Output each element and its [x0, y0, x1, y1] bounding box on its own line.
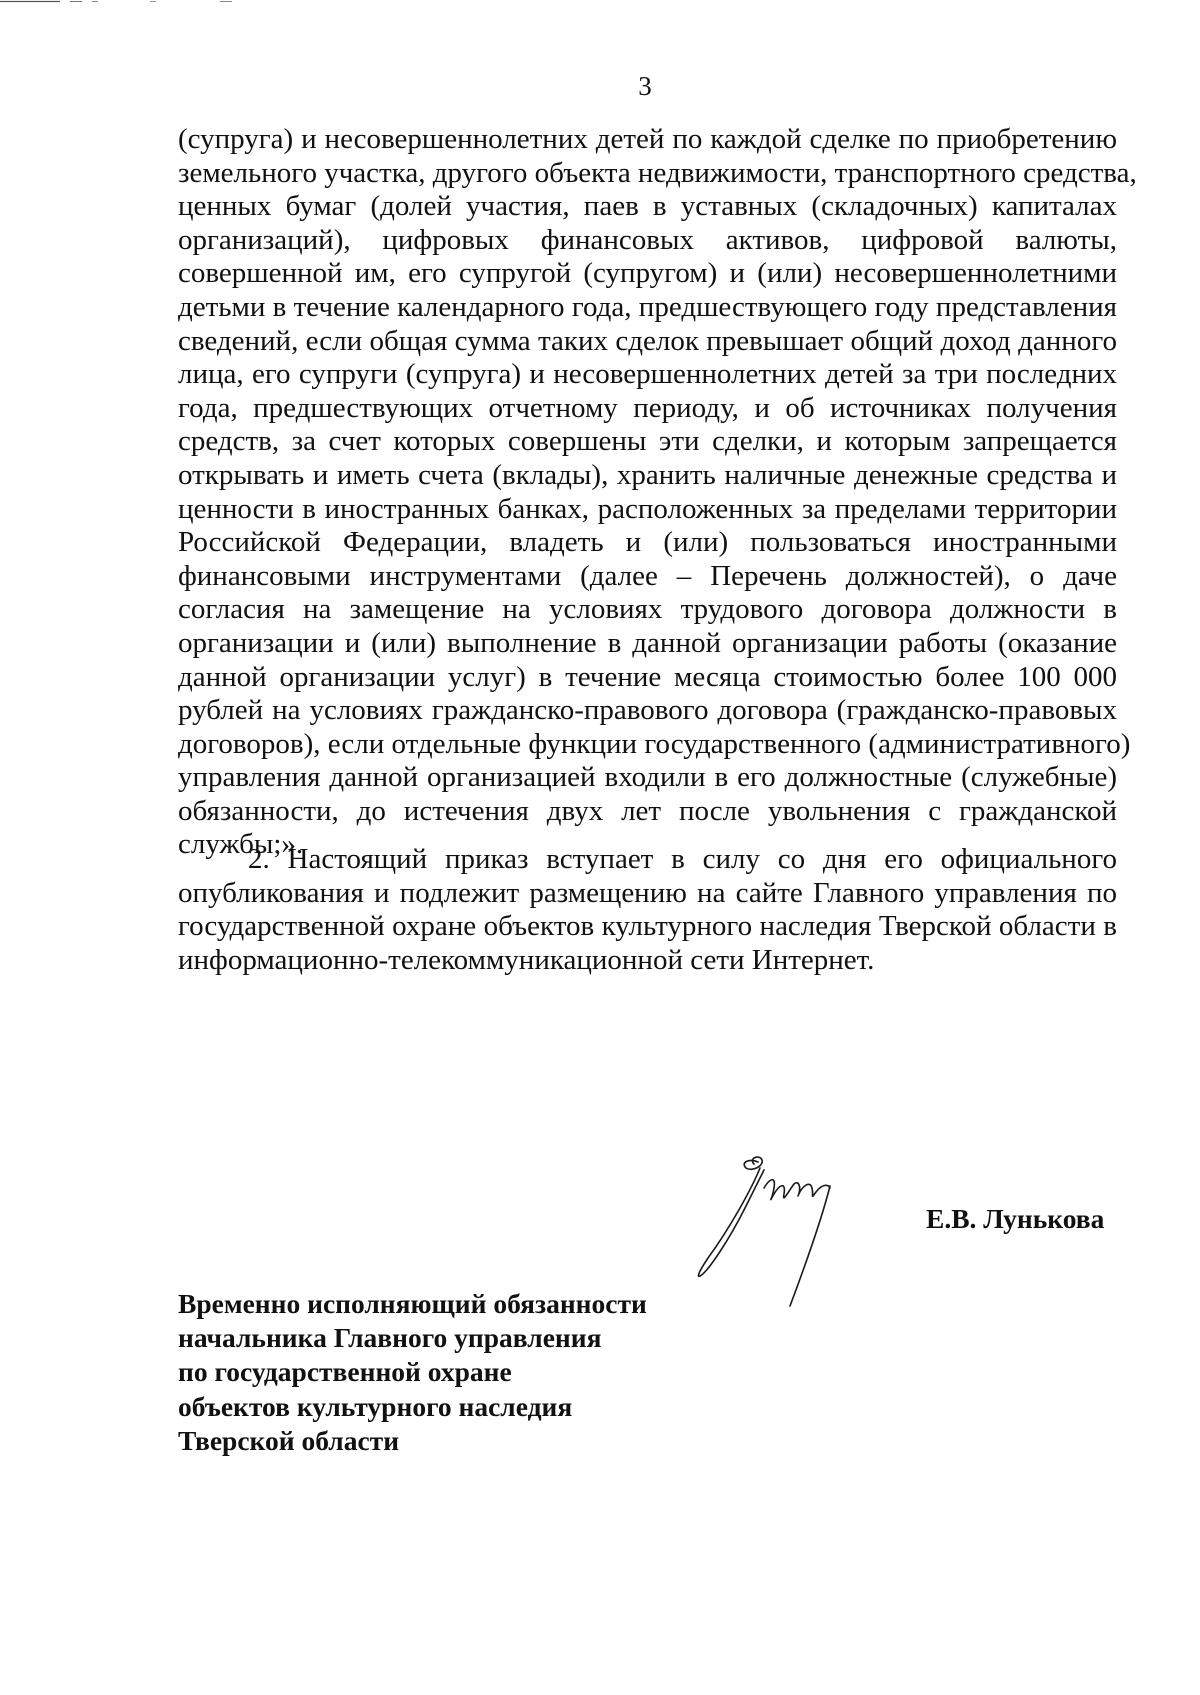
paragraph-line: сведений, если общая сумма таких сделок превышает общий доход данного	[178, 324, 1117, 357]
paragraph-line: финансовыми инструментами (далее – Перечень должностей), о даче	[178, 559, 1117, 592]
paragraph-line: информационно-телекоммуникационной сети Интернет.	[178, 943, 875, 976]
scan-edge-mark	[0, 0, 235, 6]
paragraph-line: ценных бумаг (долей участия, паев в уставных (складочных) капиталах	[178, 190, 1117, 223]
signatory-title-line: начальника Главного управления	[178, 1322, 602, 1354]
paragraph-line: государственной охране объектов культурного наследия Тверской области в	[178, 910, 1117, 943]
paragraph-line: совершенной им, его супругой (супругом) и (или) несовершеннолетними	[178, 257, 1117, 290]
signatory-title-line: по государственной охране	[178, 1356, 512, 1388]
paragraph-line: 2. Настоящий приказ вступает в силу со дня его официального	[248, 843, 1117, 875]
paragraph-line: данной организации услуг) в течение месяца стоимостью более 100 000	[178, 660, 1117, 693]
paragraph-line: рублей на условиях гражданско-правового договора (гражданско-правовых	[178, 694, 1117, 727]
paragraph-line: организации и (или) выполнение в данной организации работы (оказание	[178, 626, 1117, 659]
handwritten-signature	[690, 1148, 890, 1318]
paragraph-line: (супруга) и несовершеннолетних детей по каждой сделке по приобретению	[178, 123, 1117, 155]
paragraph-line: службы;».	[178, 828, 304, 861]
paragraph-line: открывать и иметь счета (вклады), хранить наличные денежные средства и	[178, 458, 1117, 491]
signatory-title	[178, 1287, 647, 1458]
paragraph-line: опубликования и подлежит размещению на сайте Главного управления по	[178, 876, 1117, 909]
paragraph-line: договоров), если отдельные функции государственного (административного)	[178, 727, 1131, 760]
signatory-title-line: Временно исполняющий обязанности	[178, 1288, 647, 1319]
paragraph-1	[178, 123, 1137, 862]
paragraph-line: ценности в иностранных банках, расположенных за пределами территории	[178, 492, 1117, 525]
signatory-title-line: объектов культурного наследия	[178, 1390, 573, 1422]
paragraph-line: организаций), цифровых финансовых активов, цифровой валюты,	[178, 223, 1117, 256]
paragraph-line: согласия на замещение на условиях трудового договора должности в	[178, 593, 1117, 626]
paragraph-line: детьми в течение календарного года, предшествующего году представления	[178, 290, 1117, 323]
signer-name: Е.В. Лунькова	[926, 1203, 1105, 1234]
paragraph-line: года, предшествующих отчетному периоду, и об источниках получения	[178, 391, 1117, 424]
signatory-title-line: Тверской области	[178, 1424, 400, 1456]
paragraph-line: управления данной организацией входили в его должностные (служебные)	[178, 761, 1117, 794]
paragraph-line: обязанности, до истечения двух лет после увольнения с гражданской	[178, 794, 1117, 827]
page-number: 3	[638, 71, 652, 101]
paragraph-line: лица, его супруги (супруга) и несовершеннолетних детей за три последних	[178, 358, 1117, 391]
paragraph-2	[178, 843, 1117, 977]
paragraph-line: земельного участка, другого объекта недвижимости, транспортного средства,	[178, 156, 1137, 189]
paragraph-line: Российской Федерации, владеть и (или) пользоваться иностранными	[178, 526, 1117, 559]
paragraph-line: средств, за счет которых совершены эти сделки, и которым запрещается	[178, 425, 1117, 458]
